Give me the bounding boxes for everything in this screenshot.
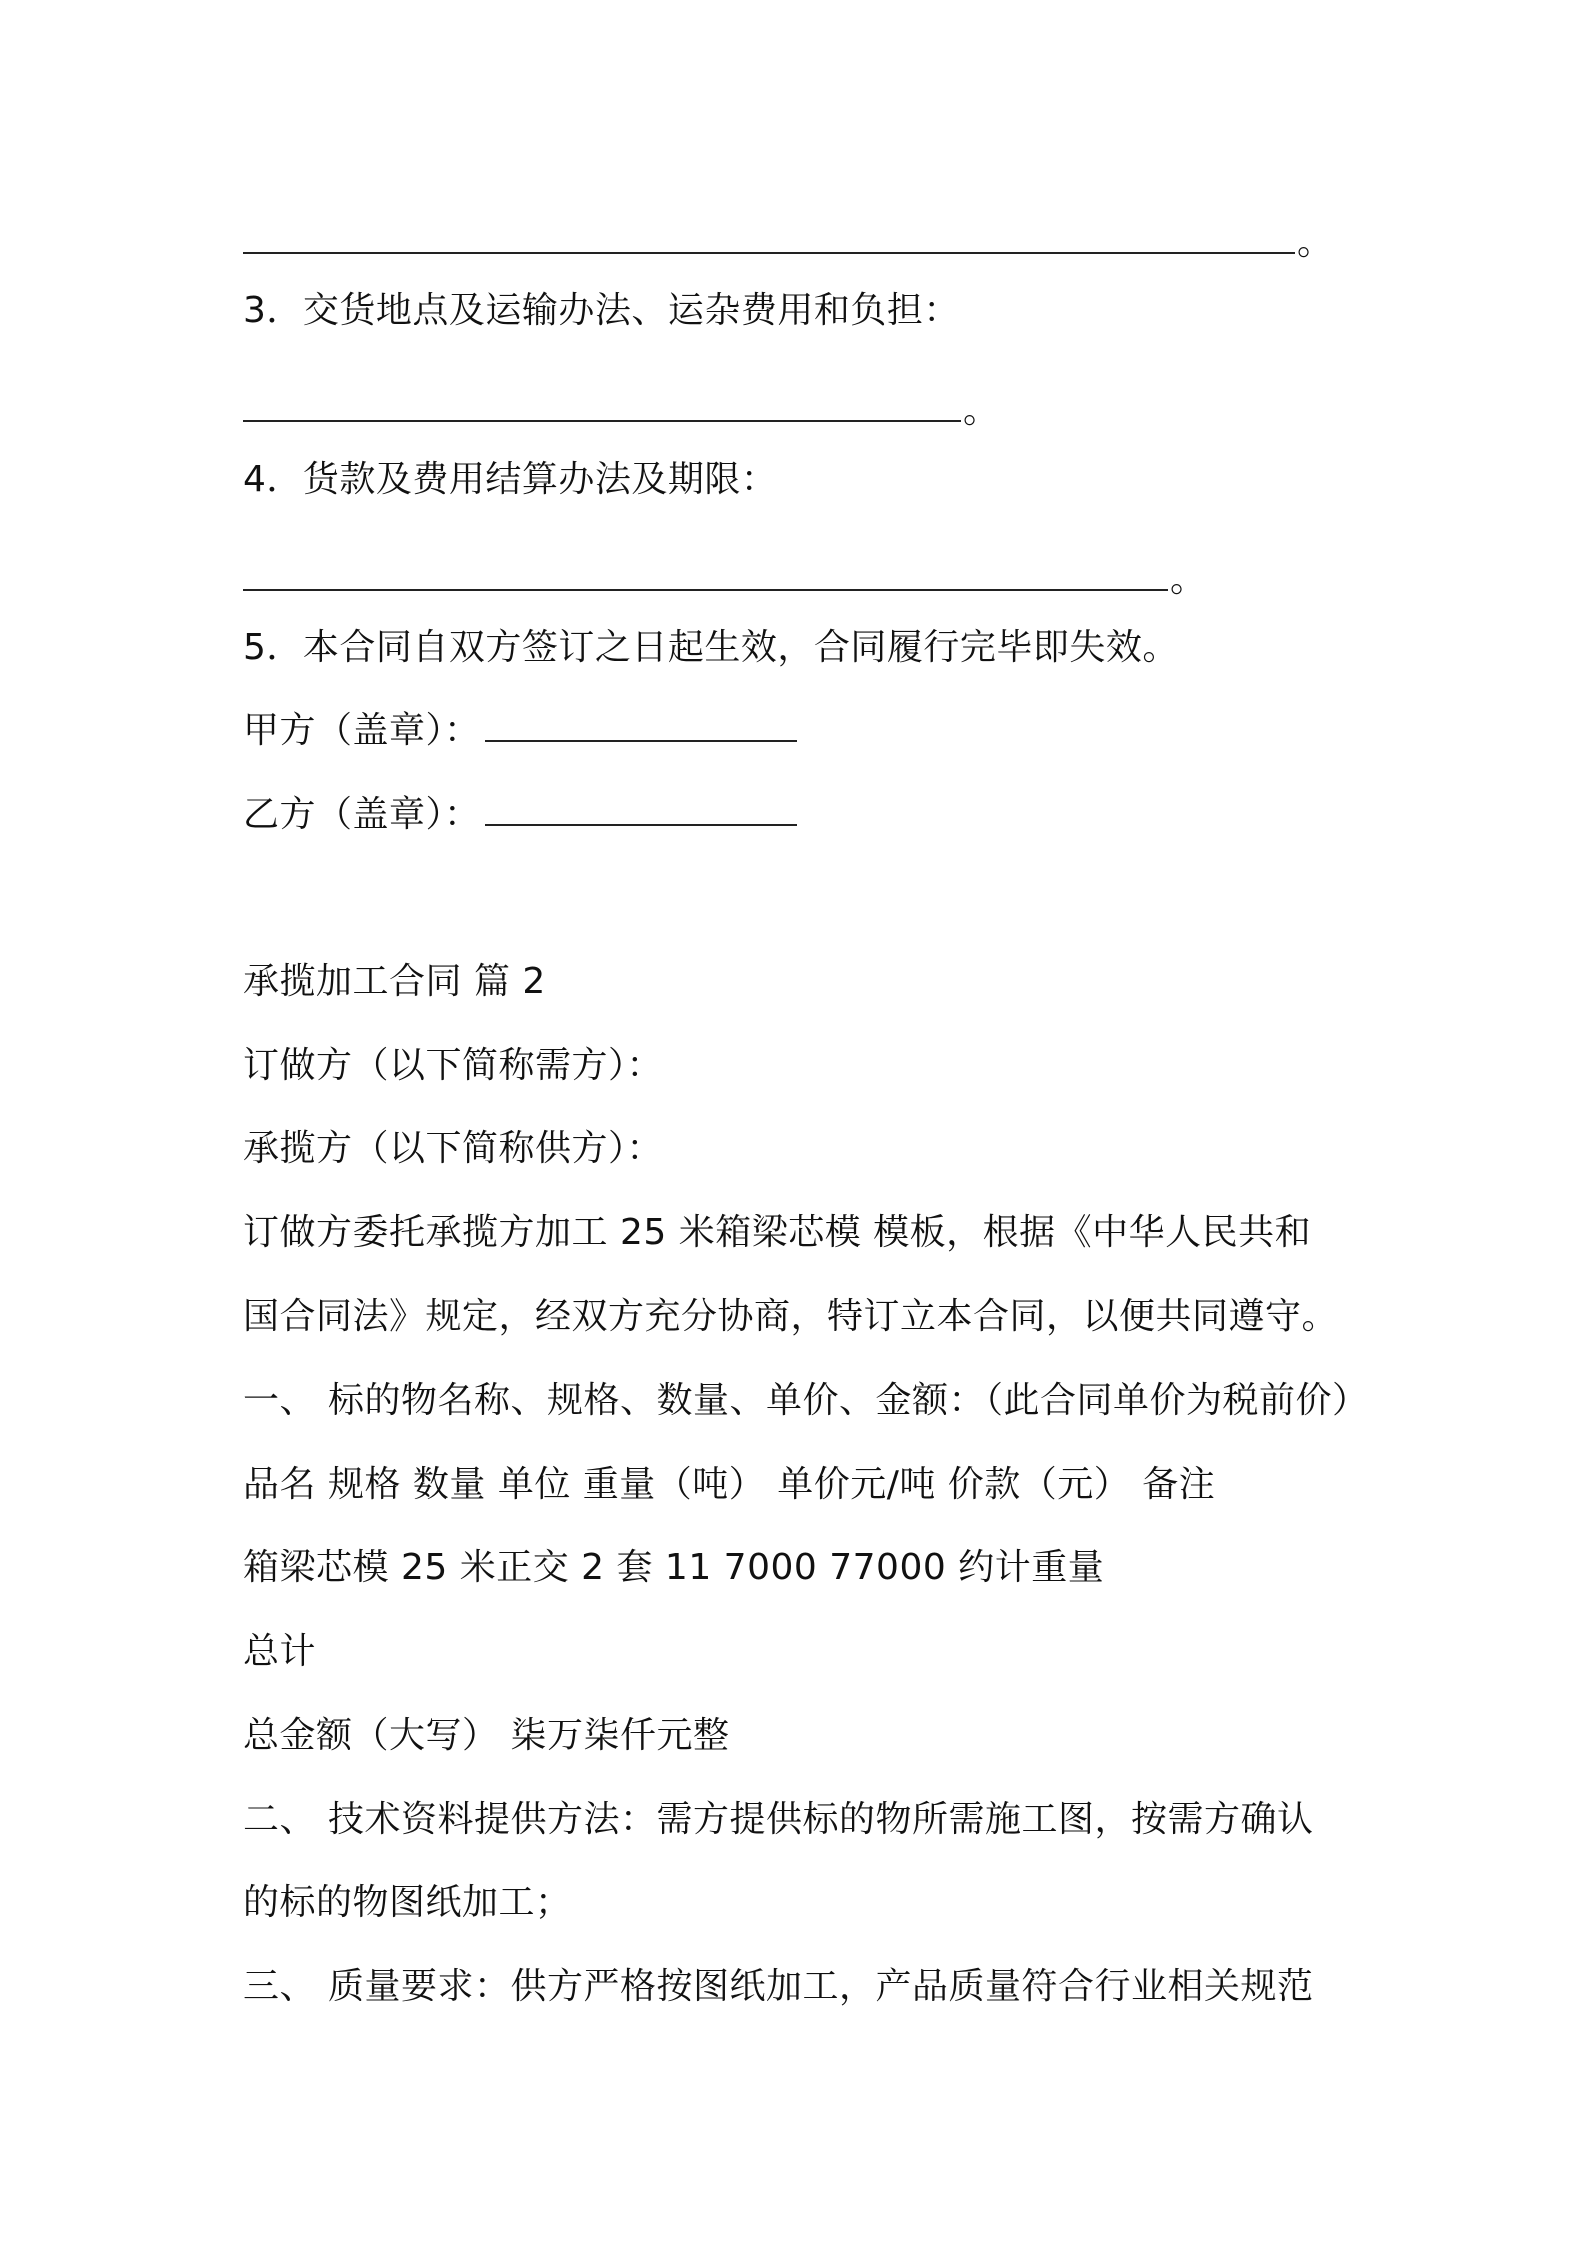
signature-underline [485,792,797,826]
total-row: 总计 [243,1631,317,1672]
fill-in-line-1 [243,218,1334,268]
line-end-mark: 。 [1297,222,1334,263]
line-end-mark: 。 [1170,559,1207,600]
section-2-line-2: 的标的物图纸加工； [243,1882,572,1923]
party-a-signature [243,706,799,756]
clause-4: 4．货款及费用结算办法及期限： [243,459,778,500]
intro-paragraph-line-2: 国合同法》规定，经双方充分协商，特订立本合同，以便共同遵守。 [243,1296,1339,1337]
total-amount-row: 总金额（大写） 柒万柒仟元整 [243,1715,730,1756]
orderer-line: 订做方（以下简称需方）： [243,1045,664,1086]
party-a-label: 甲方（盖章）： [243,710,481,751]
section-1-heading: 一、 标的物名称、规格、数量、单价、金额：（此合同单价为税前价） [243,1380,1369,1421]
blank-underline [243,220,1295,254]
intro-paragraph-line-1: 订做方委托承揽方加工 25 米箱梁芯模 模板，根据《中华人民共和 [243,1212,1312,1253]
clause-3: 3．交货地点及运输办法、运杂费用和负担： [243,290,960,331]
contractor-line: 承揽方（以下简称供方）： [243,1128,664,1169]
contract-title: 承揽加工合同 篇 2 [243,961,546,1002]
section-3-line-1: 三、 质量要求：供方严格按图纸加工，产品质量符合行业相关规范 [243,1966,1314,2007]
blank-underline [243,557,1168,591]
section-2-line-1: 二、 技术资料提供方法：需方提供标的物所需施工图，按需方确认 [243,1799,1314,1840]
table-header-row: 品名 规格 数量 单位 重量（吨） 单价元/吨 价款（元） 备注 [243,1464,1216,1505]
blank-underline [243,388,961,422]
fill-in-line-2 [243,386,1000,436]
party-b-signature [243,790,799,840]
line-end-mark: 。 [963,390,1000,431]
fill-in-line-3 [243,555,1207,605]
clause-5: 5．本合同自双方签订之日起生效，合同履行完毕即失效。 [243,627,1179,668]
party-b-label: 乙方（盖章）： [243,794,481,835]
table-data-row: 箱梁芯模 25 米正交 2 套 11 7000 77000 约计重量 [243,1547,1105,1588]
signature-underline [485,708,797,742]
